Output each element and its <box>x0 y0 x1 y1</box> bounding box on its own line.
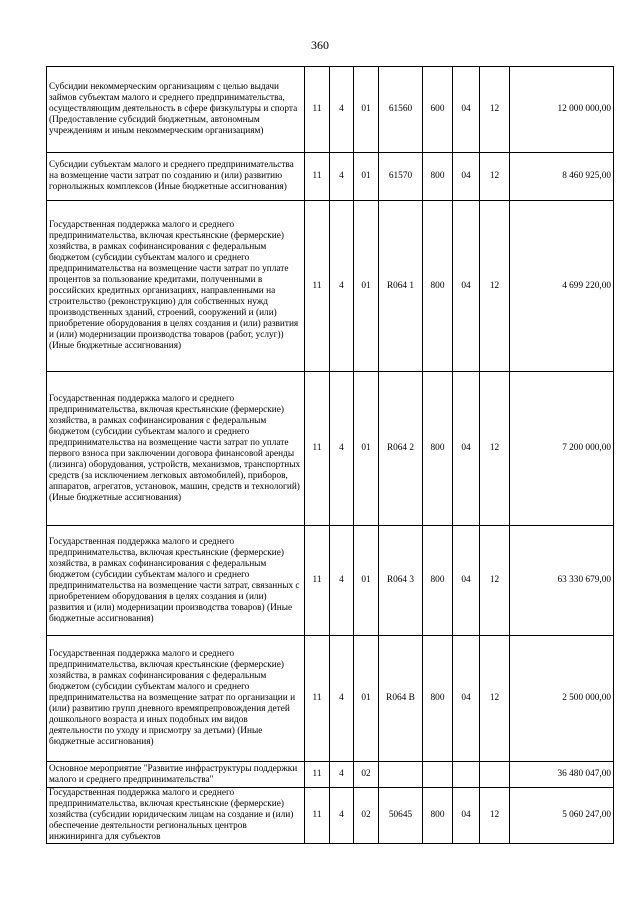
table-row <box>47 153 614 201</box>
program-code: 11 <box>305 526 330 636</box>
expense-type-code: 800 <box>423 372 453 526</box>
table-row <box>47 67 614 153</box>
page-number: 360 <box>311 38 329 52</box>
row-description: Субсидии субъектам малого и среднего предпринимательства на возмещение части затрат по созданию и (или) развитию горнолыжных комплексов (Иные бюджетные ассигнования) <box>47 153 305 201</box>
expense-type-code: 800 <box>423 636 453 762</box>
activity-code: 01 <box>354 372 379 526</box>
amount: 5 060 247,00 <box>510 788 614 844</box>
row-description: Государственная поддержка малого и среднего предпринимательства, включая крестьянские (фермерские) хозяйства, в рамках софинансирования с федеральным бюджетом (субсидии субъектам малого и среднего предпринимательства на возмещение части затрат, связанных с приобретением оборудования в целях создания и (или) развития и (или) модернизации производства товаров) (Иные бюджетные ассигнования) <box>47 526 305 636</box>
table-row <box>47 526 614 636</box>
section-code: 04 <box>453 788 480 844</box>
subsection-code: 12 <box>480 201 510 372</box>
section-code: 04 <box>453 201 480 372</box>
expense-type-code: 800 <box>423 526 453 636</box>
section-code: 04 <box>453 153 480 201</box>
amount: 7 200 000,00 <box>510 372 614 526</box>
subsection-code: 12 <box>480 372 510 526</box>
direction-code: 50645 <box>379 788 423 844</box>
section-code: 04 <box>453 372 480 526</box>
activity-code: 02 <box>354 788 379 844</box>
program-code: 11 <box>305 762 330 788</box>
subprogram-code: 4 <box>330 201 354 372</box>
subprogram-code: 4 <box>330 636 354 762</box>
amount: 2 500 000,00 <box>510 636 614 762</box>
expense-type-code: 800 <box>423 788 453 844</box>
table-row <box>47 788 614 844</box>
subprogram-code: 4 <box>330 762 354 788</box>
activity-code: 01 <box>354 636 379 762</box>
section-code: 04 <box>453 526 480 636</box>
subprogram-code: 4 <box>330 526 354 636</box>
direction-code <box>379 762 423 788</box>
budget-table <box>46 66 614 844</box>
subsection-code <box>480 762 510 788</box>
row-description: Государственная поддержка малого и среднего предпринимательства, включая крестьянские (фермерские) хозяйства (субсидии юридическим лицам на создание и (или) обеспечение деятельности региональных центров инжиниринга для субъектов <box>47 788 305 844</box>
direction-code: R064 2 <box>379 372 423 526</box>
row-description: Государственная поддержка малого и среднего предпринимательства, включая крестьянские (фермерские) хозяйства, в рамках софинансирования с федеральным бюджетом (субсидии субъектам малого и среднего предпринимательства на возмещение части затрат по уплате первого взноса при заключении договора финансовой аренды (лизинга) оборудования, устройств, механизмов, транспортных средств (за исключением легковых автомобилей), приборов, аппаратов, агрегатов, установок, машин, средств и технологий) (Иные бюджетные ассигнования) <box>47 372 305 526</box>
expense-type-code: 800 <box>423 201 453 372</box>
direction-code: R064 В <box>379 636 423 762</box>
amount: 12 000 000,00 <box>510 67 614 153</box>
subprogram-code: 4 <box>330 788 354 844</box>
program-code: 11 <box>305 636 330 762</box>
expense-type-code: 800 <box>423 153 453 201</box>
program-code: 11 <box>305 67 330 153</box>
row-description: Субсидии некоммерческим организациям с целью выдачи займов субъектам малого и среднего предпринимательства, осуществляющим деятельность в сфере физкультуры и спорта (Предоставление субсидий бюджетным, автономным учреждениям и иным некоммерческим организациям) <box>47 67 305 153</box>
activity-code: 01 <box>354 201 379 372</box>
section-code: 04 <box>453 67 480 153</box>
program-code: 11 <box>305 153 330 201</box>
budget-table-body <box>47 67 614 844</box>
amount: 63 330 679,00 <box>510 526 614 636</box>
amount: 36 480 047,00 <box>510 762 614 788</box>
table-row <box>47 201 614 372</box>
row-description: Государственная поддержка малого и среднего предпринимательства, включая крестьянские (фермерские) хозяйства, в рамках софинансирования с федеральным бюджетом (субсидии субъектам малого и среднего предпринимательства на возмещение части затрат по уплате процентов за пользование кредитами, полученными в российских кредитных организациях, направленными на строительство (реконструкцию) для собственных нужд производственных зданий, строений, сооружений и (или) приобретение оборудования в целях создания и (или) развития и (или) модернизации производства товаров (работ, услуг)) (Иные бюджетные ассигнования) <box>47 201 305 372</box>
table-row <box>47 762 614 788</box>
row-description: Основное мероприятие "Развитие инфраструктуры поддержки малого и среднего предпринимательства" <box>47 762 305 788</box>
activity-code: 02 <box>354 762 379 788</box>
subsection-code: 12 <box>480 526 510 636</box>
subsection-code: 12 <box>480 788 510 844</box>
subsection-code: 12 <box>480 153 510 201</box>
subprogram-code: 4 <box>330 67 354 153</box>
direction-code: R064 3 <box>379 526 423 636</box>
subprogram-code: 4 <box>330 372 354 526</box>
subsection-code: 12 <box>480 67 510 153</box>
amount: 8 460 925,00 <box>510 153 614 201</box>
section-code <box>453 762 480 788</box>
table-row <box>47 372 614 526</box>
amount: 4 699 220,00 <box>510 201 614 372</box>
table-row <box>47 636 614 762</box>
program-code: 11 <box>305 201 330 372</box>
expense-type-code: 600 <box>423 67 453 153</box>
row-description: Государственная поддержка малого и среднего предпринимательства, включая крестьянские (фермерские) хозяйства, в рамках софинансирования с федеральным бюджетом (субсидии субъектам малого и среднего предпринимательства на возмещение затрат по организации и (или) развитию групп дневного времяпрепровождения детей дошкольного возраста и иных подобных им видов деятельности по уходу и присмотру за детьми) (Иные бюджетные ассигнования) <box>47 636 305 762</box>
activity-code: 01 <box>354 153 379 201</box>
expense-type-code <box>423 762 453 788</box>
activity-code: 01 <box>354 67 379 153</box>
subsection-code: 12 <box>480 636 510 762</box>
program-code: 11 <box>305 788 330 844</box>
direction-code: 61570 <box>379 153 423 201</box>
section-code: 04 <box>453 636 480 762</box>
subprogram-code: 4 <box>330 153 354 201</box>
direction-code: 61560 <box>379 67 423 153</box>
activity-code: 01 <box>354 526 379 636</box>
direction-code: R064 1 <box>379 201 423 372</box>
program-code: 11 <box>305 372 330 526</box>
